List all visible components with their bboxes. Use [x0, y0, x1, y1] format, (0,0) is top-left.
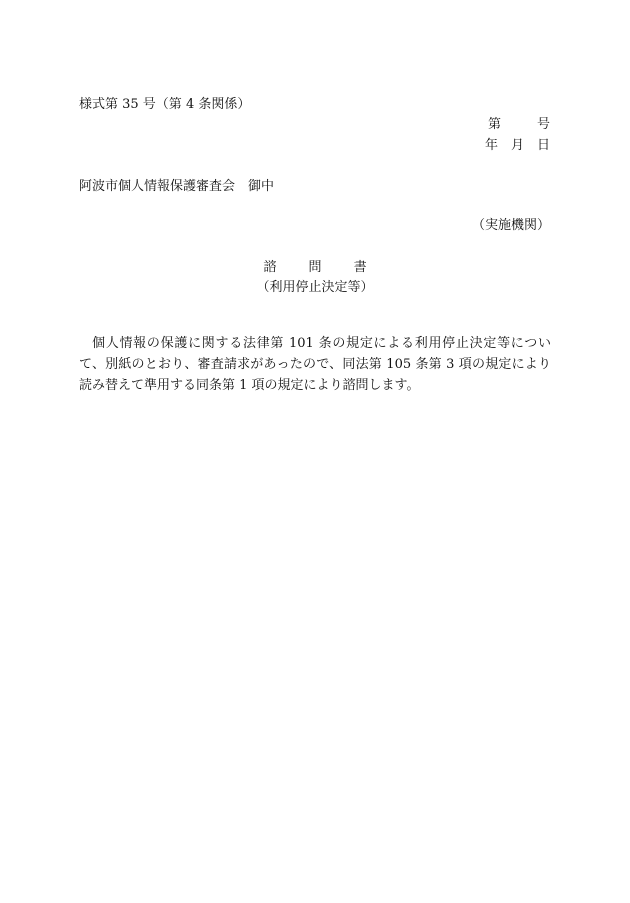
sender-agency: （実施機関） [471, 218, 550, 233]
number-suffix: 号 [536, 117, 550, 132]
document-number-line [488, 116, 550, 133]
number-prefix: 第 [487, 117, 501, 132]
date-year-label: 年 [484, 138, 498, 153]
addressee: 阿波市個人情報保護審査会 御中 [79, 179, 275, 194]
title-char: 諮 [263, 260, 277, 275]
title-char: 書 [353, 260, 367, 275]
document-title [0, 259, 630, 276]
title-char: 問 [308, 260, 322, 275]
form-number: 様式第 35 号（第 4 条関係） [79, 97, 251, 112]
document-subtitle: （利用停止決定等） [256, 280, 374, 295]
body-paragraph: 個人情報の保護に関する法律第 101 条の規定による利用停止決定等について、別紙のとおり、審査請求があったので、同法第 105 条第 3 項の規定により読み替えて準用する同条第 1 項の規定により諮問します。 [79, 336, 551, 393]
date-day-label: 日 [536, 138, 550, 153]
date-month-label: 月 [510, 138, 524, 153]
document-date-line [485, 137, 550, 154]
